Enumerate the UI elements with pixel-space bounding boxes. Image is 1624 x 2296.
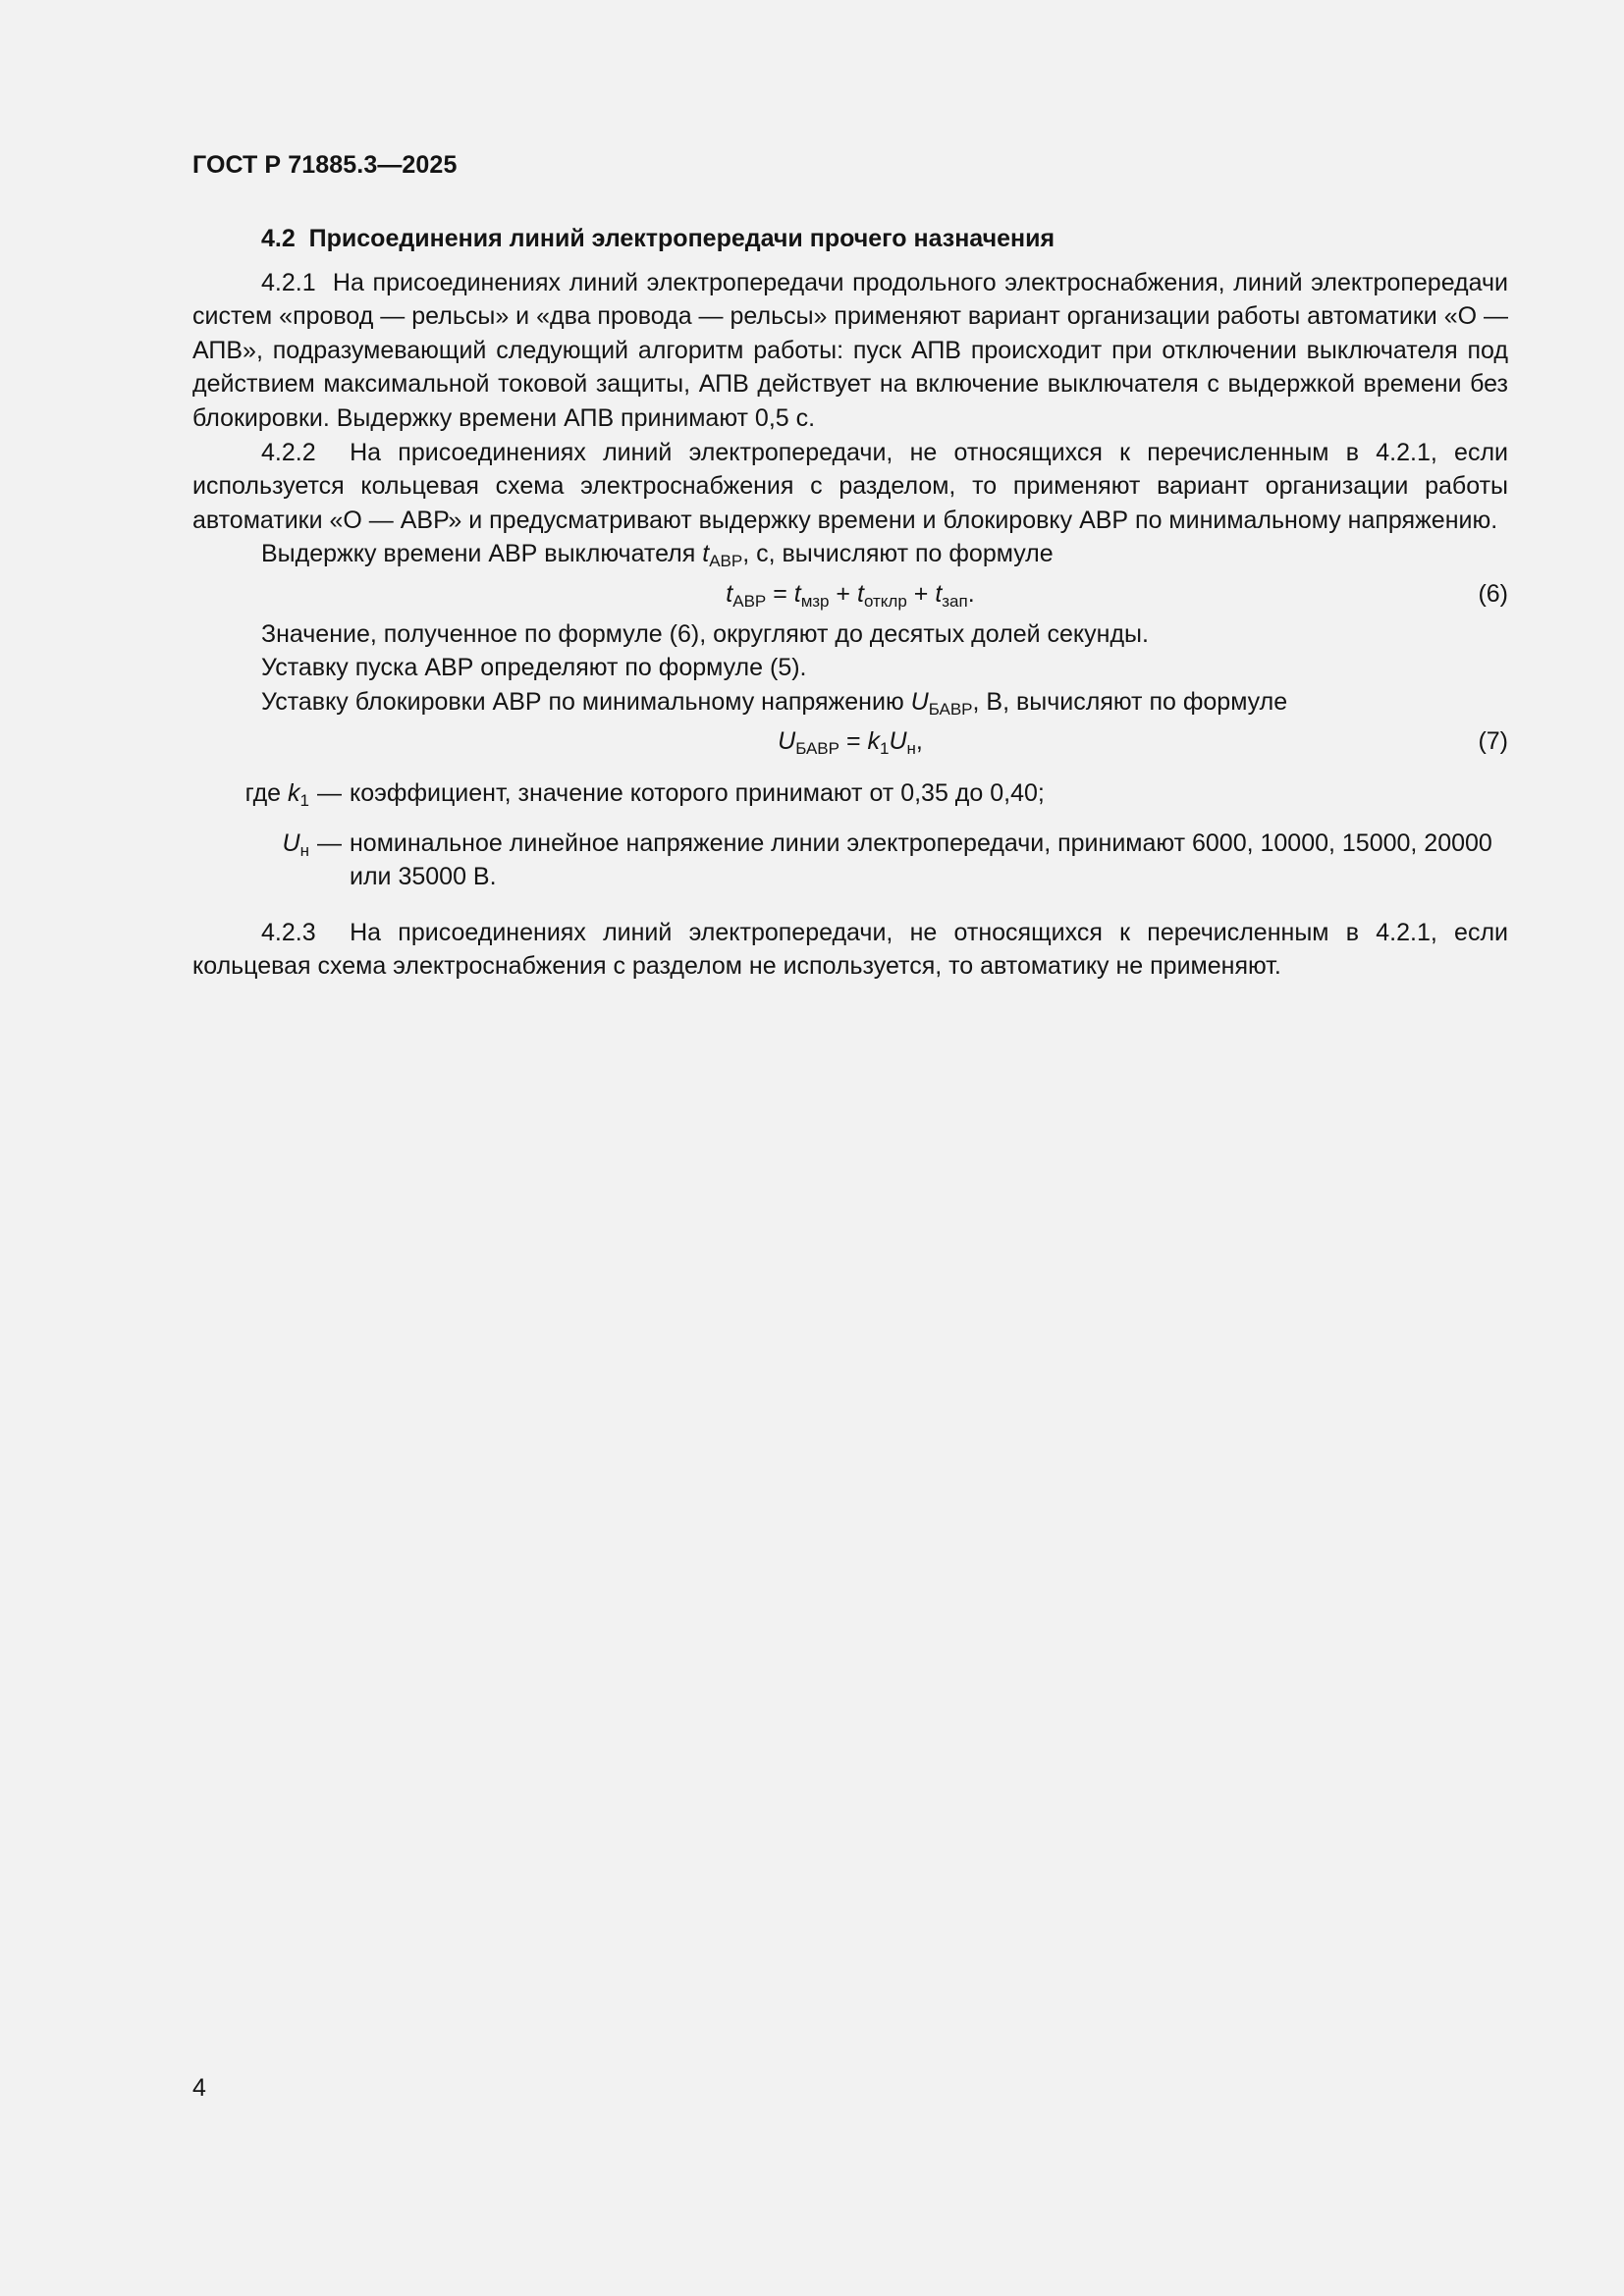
definition-dash: —	[317, 778, 342, 807]
definition-symbol	[171, 827, 309, 861]
formula-7	[192, 724, 1508, 759]
definition-text: коэффициент, значение которого принимают от 0,35 до 0,40;	[350, 778, 1045, 807]
math-subscript: н	[299, 840, 309, 860]
math-variable: t	[935, 579, 943, 608]
paragraph-4-2-3	[192, 916, 1508, 984]
formula-number: (6)	[1478, 579, 1508, 608]
math-variable: k	[867, 727, 880, 756]
text-fragment: , В, вычисляют по формуле	[972, 687, 1288, 716]
definition-row	[192, 827, 1508, 894]
paragraph-delay-intro	[192, 537, 1508, 571]
text-fragment: Уставку блокировки АВР по минимальному напряжению	[261, 687, 911, 716]
paragraph-4-2-1	[192, 266, 1508, 436]
paragraph-number: 4.2.2	[261, 438, 316, 466]
math-subscript: зап	[942, 591, 968, 611]
math-variable: U	[282, 828, 300, 857]
formula-number: (7)	[1478, 727, 1508, 756]
math-variable: t	[793, 579, 801, 608]
document-body	[192, 222, 1508, 984]
section-title: Присоединения линий электропередачи прочего назначения	[308, 225, 1056, 252]
definition-symbol	[171, 776, 309, 811]
definition-dash: —	[317, 828, 342, 857]
formula-body	[726, 579, 975, 611]
page-number: 4	[192, 2074, 206, 2102]
math-operator: +	[829, 579, 857, 608]
paragraph-number: 4.2.1	[261, 268, 316, 296]
math-subscript: АВР	[709, 552, 743, 571]
math-variable: k	[288, 778, 300, 807]
math-variable: U	[778, 727, 796, 756]
math-subscript: 1	[880, 739, 890, 759]
variable-definitions	[192, 776, 1508, 894]
math-variable: U	[910, 687, 929, 716]
paragraph-block-intro	[192, 685, 1508, 720]
paragraph-text: На присоединениях линий электропередачи, не относящихся к перечисленным в 4.2.1, если используется кольцевая схема электроснабжения с разделом, то применяют вариант организации работы автоматики «О — АВР» и предусматривают выдержку времени и блокировку АВР по минимальному напряжению.	[192, 438, 1508, 534]
paragraph-rounding: Значение, полученное по формуле (6), округляют до десятых долей секунды.	[261, 619, 1149, 648]
math-subscript: отклр	[863, 591, 907, 611]
math-punctuation: ,	[915, 727, 923, 756]
definition-row	[192, 776, 1508, 811]
math-subscript: н	[906, 739, 916, 759]
math-operator: +	[906, 579, 936, 608]
math-subscript: мзр	[800, 591, 830, 611]
section-heading	[192, 222, 1508, 256]
math-variable: t	[856, 579, 864, 608]
paragraph-number: 4.2.3	[261, 918, 316, 946]
paragraph-4-2-2	[192, 436, 1508, 538]
where-prefix: где	[244, 778, 289, 807]
section-number: 4.2	[261, 225, 296, 252]
math-subscript: БАВР	[928, 699, 973, 719]
paragraph-text: На присоединениях линий электропередачи, не относящихся к перечисленным в 4.2.1, если кольцевая схема электроснабжения с разделом не используется, то автоматику не применяют.	[192, 918, 1508, 981]
document-code-header: ГОСТ Р 71885.3—2025	[192, 151, 458, 179]
text-fragment: Выдержку времени АВР выключателя	[261, 540, 703, 568]
math-variable: U	[889, 727, 907, 756]
formula-6	[192, 577, 1508, 612]
math-subscript: 1	[299, 790, 309, 810]
math-operator: =	[766, 579, 794, 608]
text-fragment: , с, вычисляют по формуле	[742, 540, 1054, 568]
paragraph-text: На присоединениях линий электропередачи продольного электроснабжения, линий электропередачи систем «провод — рельсы» и «два провода — рельсы» применяют вариант организации работы автоматики «О — АПВ», подразумевающий следующий алгоритм работы: пуск АПВ происходит при отключении выключателя под действием максимальной токовой защиты, АПВ действует на включение выключателя с выдержкой времени без блокировки. Выдержку времени АПВ принимают 0,5 с.	[192, 268, 1508, 432]
math-punctuation: .	[967, 579, 975, 608]
math-variable: t	[702, 540, 710, 568]
math-subscript: АВР	[732, 591, 767, 611]
definition-text: номинальное линейное напряжение линии электропередачи, принимают 6000, 10000, 15000, 20000 или 35000 В.	[350, 828, 1492, 891]
math-variable: t	[726, 579, 733, 608]
math-subscript: БАВР	[795, 739, 839, 759]
formula-body	[778, 727, 923, 759]
math-operator: =	[839, 727, 868, 756]
paragraph-start-setting: Уставку пуска АВР определяют по формуле (5).	[261, 654, 807, 682]
